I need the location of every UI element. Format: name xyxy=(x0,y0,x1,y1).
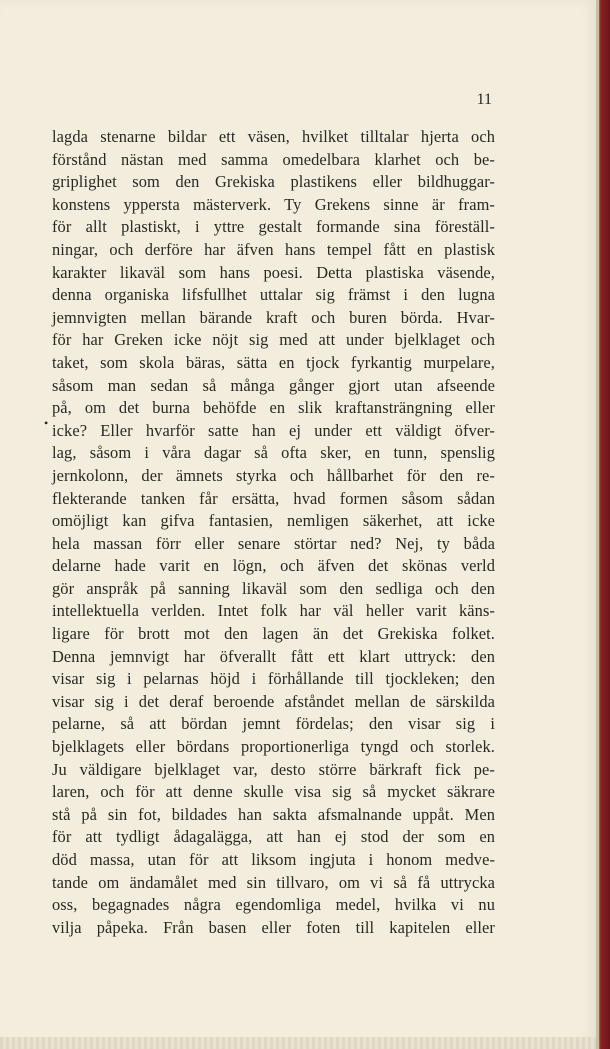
text-line: vilja påpeka. Från basen eller foten till kapitelen eller xyxy=(52,917,495,937)
body-text xyxy=(52,126,495,939)
text-line: såsom man sedan så många gånger gjort utan afseende xyxy=(52,375,495,395)
book-spine-edge xyxy=(596,0,610,1049)
text-line: griplighet som den Grekiska plastikens eller bildhuggar- xyxy=(52,172,495,192)
text-line: icke? Eller hvarför satte han ej under ett väldigt öfver- xyxy=(52,420,495,440)
text-line: Denna jemnvigt har öfverallt fått ett klart uttryck: den xyxy=(52,646,495,666)
text-line: för att tydligt ådagalägga, att han ej stod der som en xyxy=(52,827,495,847)
text-line: intellektuella verlden. Intet folk har väl heller varit käns- xyxy=(52,601,495,621)
text-line: denna organiska lifsfullhet uttalar sig främst i den lugna xyxy=(52,285,495,305)
text-line: för allt plastiskt, i yttre gestalt formande sina föreställ- xyxy=(52,217,495,237)
text-line: för har Greken icke nöjt sig med att under bjelklaget och xyxy=(52,330,495,350)
text-line: stå på sin fot, bildades han sakta afsmalnande uppåt. Men xyxy=(52,804,495,824)
text-line: oss, begagnades några egendomliga medel, hvilka vi nu xyxy=(52,895,495,915)
text-line: pelarne, så att bördan jemnt fördelas; den visar sig i xyxy=(52,714,495,734)
page-number: 11 xyxy=(476,91,492,108)
text-line: Ju väldigare bjelklaget var, desto större bärkraft fick pe- xyxy=(52,759,495,779)
text-line: gör anspråk på sanning likaväl som den sedliga och den xyxy=(52,578,495,598)
text-line: omöjligt kan gifva fantasien, nemligen säkerhet, att icke xyxy=(52,511,495,531)
text-line: hela massan förr eller senare störtar ned? Nej, ty båda xyxy=(52,533,495,553)
text-line: karakter likaväl som hans poesi. Detta plastiska väsende, xyxy=(52,262,495,282)
text-line: lagda stenarne bildar ett väsen, hvilket tilltalar hjerta och xyxy=(52,127,495,146)
text-line: jemnvigten mellan bärande kraft och buren börda. Hvar- xyxy=(52,307,495,327)
text-line: förstånd nästan med samma omedelbara klarhet och be- xyxy=(52,149,495,169)
text-line: ningar, och derföre har äfven hans tempel fått en plastisk xyxy=(52,239,495,259)
text-line: visar sig i det deraf beroende afståndet mellan de särskilda xyxy=(52,691,495,711)
text-line: laren, och för att denne skulle visa sig så mycket säkrare xyxy=(52,782,495,802)
text-line: konstens yppersta mästerverk. Ty Grekens sinne är fram- xyxy=(52,194,495,214)
text-line: jernkolonn, der ämnets styrka och hållbarhet för den re- xyxy=(52,465,495,485)
text-line: lag, såsom i våra dagar så ofta sker, en tunn, spenslig xyxy=(52,443,495,463)
text-line: taket, som skola bäras, sätta en tjock fyrkantig murpelare, xyxy=(52,352,495,372)
page-bottom-edge xyxy=(0,1037,596,1049)
text-line: flekterande tanken får ersätta, hvad formen såsom sådan xyxy=(52,488,495,508)
text-line: tande om ändamålet med sin tillvaro, om vi så få uttrycka xyxy=(52,872,495,892)
text-line: på, om det burna behöfde en slik kraftansträngning eller xyxy=(52,398,495,418)
text-line: bjelklagets eller bördans proportionerliga tyngd och storlek. xyxy=(52,737,495,757)
text-line: ligare för brott mot den lagen än det Grekiska folket. xyxy=(52,624,495,644)
margin-mark: • xyxy=(44,416,49,430)
text-line: död massa, utan för att liksom ingjuta i honom medve- xyxy=(52,850,495,869)
text-line: delarne hade varit en lögn, och äfven det skönas verld xyxy=(52,556,495,576)
text-line: visar sig i pelarnas höjd i förhållande till tjockleken; den xyxy=(52,669,495,689)
